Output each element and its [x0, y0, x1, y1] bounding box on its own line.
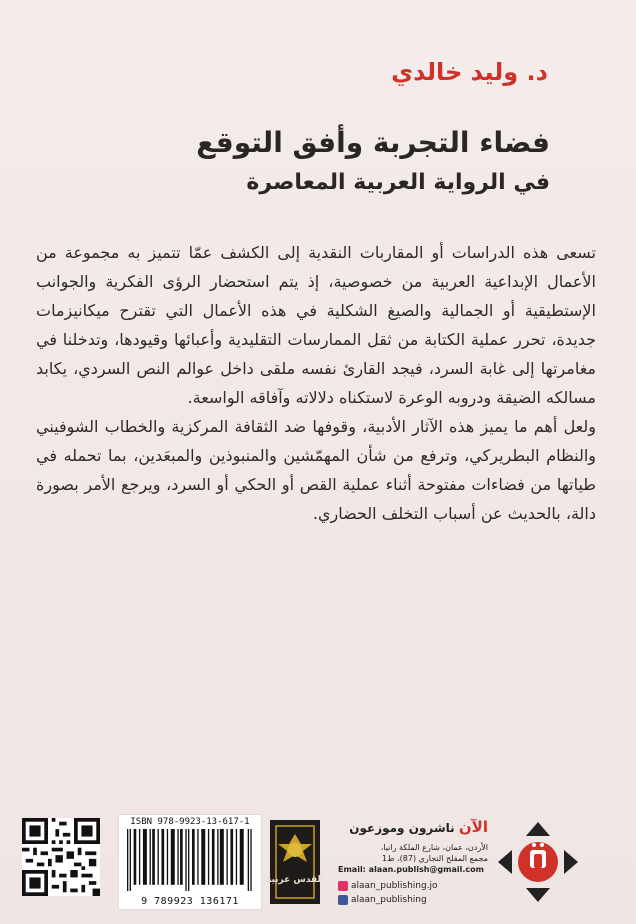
- book-title: فضاء التجربة وأفق التوقع: [196, 126, 550, 159]
- seal-text: القدس عربية: [266, 875, 324, 885]
- isbn-label: ISBN 978-9923-13-617-1: [130, 817, 250, 827]
- author-name: د. وليد خالدي: [391, 58, 548, 86]
- publisher-logo-icon: [494, 818, 582, 906]
- blurb-paragraph-1: تسعى هذه الدراسات أو المقاربات النقدية إلى الكشف عمّا تتميز به مجموعة من الأعمال الإبداعية العربية من خصوصية، إذ يتم استحضار الرؤى الفكرية والجوانب الإستطيقية أو الجمالية والصيغ الشكلية في هذه الأعمال التي تقترح ميكانيزمات جديدة، تحرر عملية الكتابة من ثقل الممارسات التقليدية وأعبائها وقيودها، وتدخلنا في مغامرتها إلى غابة السرد، فيجد القارئ نفسه ملقى داخل عوالم النص السردي، يكابد مسالكه الضيقة ودروبه الوعرة لاستكناه دلالاته وآفاقه الواسعة.: [36, 243, 596, 407]
- publisher-instagram: [338, 879, 488, 893]
- book-subtitle: في الرواية العربية المعاصرة: [246, 170, 550, 195]
- publisher-name-main: الآن: [458, 818, 488, 836]
- publisher-email: Email: alaan.publish@gmail.com: [338, 865, 484, 874]
- instagram-icon: [338, 881, 348, 891]
- publisher-info: [338, 818, 488, 907]
- blurb: [36, 238, 596, 528]
- publisher-name-sub: ناشرون وموزعون: [349, 821, 455, 835]
- barcode-bars: [127, 829, 253, 891]
- publisher-address-2: مجمع المفلح التجاري (87)، ط1: [382, 854, 488, 863]
- facebook-icon: [338, 895, 348, 905]
- isbn-number: 9 789923 136171: [141, 896, 239, 907]
- qr-code-icon: [22, 818, 100, 896]
- isbn-barcode: [118, 814, 262, 910]
- jerusalem-seal-icon: [266, 820, 324, 904]
- facebook-handle: alaan_publishing: [351, 895, 427, 905]
- publisher-name: [338, 818, 488, 836]
- instagram-handle: alaan_publishing.jo: [351, 881, 438, 891]
- publisher-facebook: [338, 893, 488, 907]
- blurb-paragraph-2: ولعل أهم ما يميز هذه الآثار الأدبية، وقوفها ضد الثقافة المركزية والخطاب الشوفيني والنظام البطريركي، وترفع من شأن المهمّشين والمنبوذين والمبعَدين، بما تحمله في طياتها من فضاءات مفتوحة أثناء عملية القص أو الحكي أو السرد، ويرجع الأمر بصورة دالة، بالحديث عن أسباب التخلف الحضاري.: [36, 417, 596, 523]
- publisher-address: الأردن، عمان، شارع الملكة رانيا،: [380, 843, 488, 852]
